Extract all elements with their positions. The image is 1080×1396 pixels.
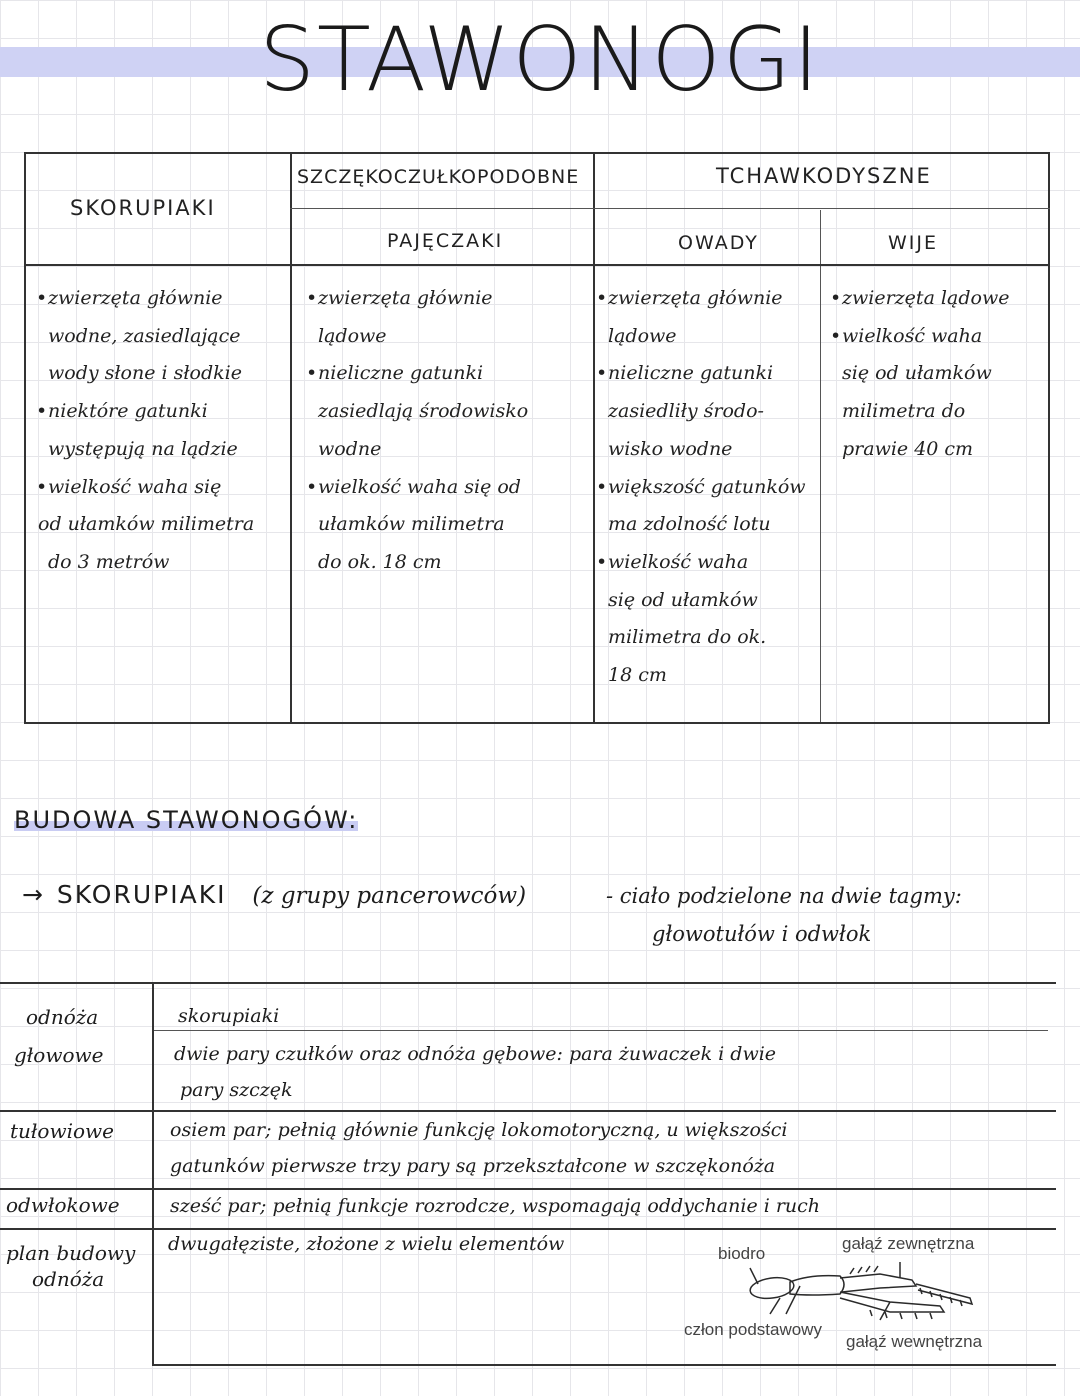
list-item-cont: zasiedliły środo- bbox=[608, 400, 764, 423]
list-item-cont: zasiedlają środowisko bbox=[318, 400, 529, 423]
row-label-plan-2: odnóża bbox=[32, 1267, 105, 1291]
table-left-border bbox=[24, 152, 26, 724]
header-skorupiaki: SKORUPIAKI bbox=[70, 196, 216, 220]
subheader-owady: OWADY bbox=[678, 232, 759, 254]
list-item: • wielkość waha się od bbox=[318, 469, 590, 507]
list-item-cont: występują na lądzie bbox=[48, 437, 238, 460]
row-label-odwlokowe: odwłokowe bbox=[6, 1193, 120, 1217]
list-item: • wielkość waha się bbox=[48, 469, 288, 507]
odnoza-row-line-1 bbox=[0, 1110, 1056, 1112]
row-text-odwlokowe: sześć par; pełnią funkcje rozrodcze, wspomagają oddychanie i ruch bbox=[170, 1195, 821, 1217]
arrow-icon: → bbox=[22, 880, 43, 909]
odnoza-bottom-line bbox=[152, 1364, 1056, 1366]
table-divider-3 bbox=[820, 210, 821, 722]
list-item-cont: lądowe bbox=[318, 324, 387, 347]
skorupiaki-desc-2: głowotułów i odwłok bbox=[652, 922, 872, 946]
skorupiaki-heading bbox=[22, 880, 526, 909]
odnoza-divider bbox=[152, 982, 154, 1366]
row-text-tulowiowe-1: osiem par; pełnią głównie funkcję lokomotoryczną, u większości bbox=[170, 1119, 788, 1141]
list-item: • zwierzęta głównie bbox=[318, 280, 590, 318]
list-item-cont: do 3 metrów bbox=[48, 550, 170, 573]
list-item-cont: prawie 40 cm bbox=[842, 437, 974, 460]
row-label-tulowiowe: tułowiowe bbox=[10, 1119, 114, 1143]
label-biodro: biodro bbox=[718, 1244, 766, 1263]
list-item-cont: do ok. 18 cm bbox=[318, 550, 442, 573]
list-item: • nieliczne gatunki bbox=[318, 355, 590, 393]
table-divider-2 bbox=[593, 152, 595, 724]
odnoza-top-line bbox=[0, 982, 1056, 984]
header-tchawkodyszne: TCHAWKODYSZNE bbox=[716, 164, 932, 188]
list-item-cont: wody słone i słodkie bbox=[48, 362, 242, 385]
list-item: • niektóre gatunki bbox=[48, 393, 288, 431]
row-text-tulowiowe-2: gatunków pierwsze trzy pary są przekształcone w szczękonóża bbox=[170, 1155, 776, 1177]
table-right-border bbox=[1048, 152, 1050, 724]
row-text-glowowe-title: skorupiaki bbox=[178, 1005, 280, 1027]
list-item-cont: wisko wodne bbox=[608, 437, 733, 460]
table-subheader-line bbox=[290, 208, 1050, 209]
list-item-cont: 18 cm bbox=[608, 664, 667, 687]
list-item-cont: ułamków milimetra bbox=[318, 513, 505, 536]
skorupiaki-name: SKORUPIAKI bbox=[56, 880, 227, 909]
list-item: • nieliczne gatunki bbox=[608, 355, 820, 393]
row-text-plan: dwugałęziste, złożone z wielu elementów bbox=[168, 1233, 565, 1255]
row-label-plan-1: plan budowy bbox=[6, 1241, 136, 1265]
section-title: BUDOWA STAWONOGÓW: bbox=[14, 806, 359, 834]
header-szczekoczulkopodobne: SZCZĘKOCZUŁKOPODOBNE bbox=[297, 166, 580, 188]
cell-owady bbox=[608, 280, 820, 695]
label-czlon-podstawowy: człon podstawowy bbox=[684, 1320, 822, 1339]
odnoza-label: odnóża bbox=[26, 1005, 99, 1029]
list-item-cont: lądowe bbox=[608, 324, 677, 347]
list-item-cont: wodne, zasiedlające bbox=[48, 324, 241, 347]
cell-skorupiaki bbox=[38, 280, 288, 582]
list-item: • zwierzęta głównie bbox=[48, 280, 288, 318]
list-item: • zwierzęta lądowe bbox=[842, 280, 1047, 318]
list-item-cont: ma zdolność lotu bbox=[608, 513, 771, 536]
list-item-cont: milimetra do bbox=[842, 400, 966, 423]
subheader-pajeczaki: PAJĘCZAKI bbox=[387, 230, 504, 252]
odnoza-sub-line bbox=[152, 1030, 1048, 1031]
table-top-border bbox=[24, 152, 1050, 154]
list-item-cont: wodne bbox=[318, 437, 382, 460]
limb-drawing bbox=[740, 1258, 990, 1328]
cell-wije bbox=[842, 280, 1047, 469]
list-item: • wielkość waha bbox=[842, 318, 1047, 356]
subheader-wije: WIJE bbox=[888, 232, 938, 254]
label-galaz-wewnetrzna: gałąź wewnętrzna bbox=[846, 1332, 983, 1351]
list-item-cont: się od ułamków bbox=[842, 362, 992, 385]
skorupiaki-desc-1: - ciało podzielone na dwie tagmy: bbox=[606, 884, 962, 908]
table-header-bottom bbox=[24, 264, 1050, 266]
row-text-glowowe-2: pary szczęk bbox=[180, 1079, 293, 1101]
list-item-cont: od ułamków milimetra bbox=[38, 513, 255, 536]
list-item-cont: się od ułamków bbox=[608, 588, 758, 611]
row-label-glowowe: głowowe bbox=[14, 1043, 104, 1067]
list-item: • zwierzęta głównie bbox=[608, 280, 820, 318]
table-bottom-border bbox=[24, 722, 1050, 724]
table-divider-1 bbox=[290, 152, 292, 724]
list-item: • wielkość waha bbox=[608, 544, 820, 582]
list-item-cont: milimetra do ok. bbox=[608, 626, 767, 649]
page-title: STAWONOGI bbox=[259, 8, 821, 111]
cell-pajeczaki bbox=[318, 280, 590, 582]
row-text-glowowe-1: dwie pary czułków oraz odnóża gębowe: para żuwaczek i dwie bbox=[174, 1043, 777, 1065]
skorupiaki-note: (z grupy pancerowców) bbox=[252, 883, 527, 909]
label-galaz-zewnetrzna: gałąź zewnętrzna bbox=[842, 1234, 975, 1253]
list-item: • większość gatunków bbox=[608, 469, 820, 507]
